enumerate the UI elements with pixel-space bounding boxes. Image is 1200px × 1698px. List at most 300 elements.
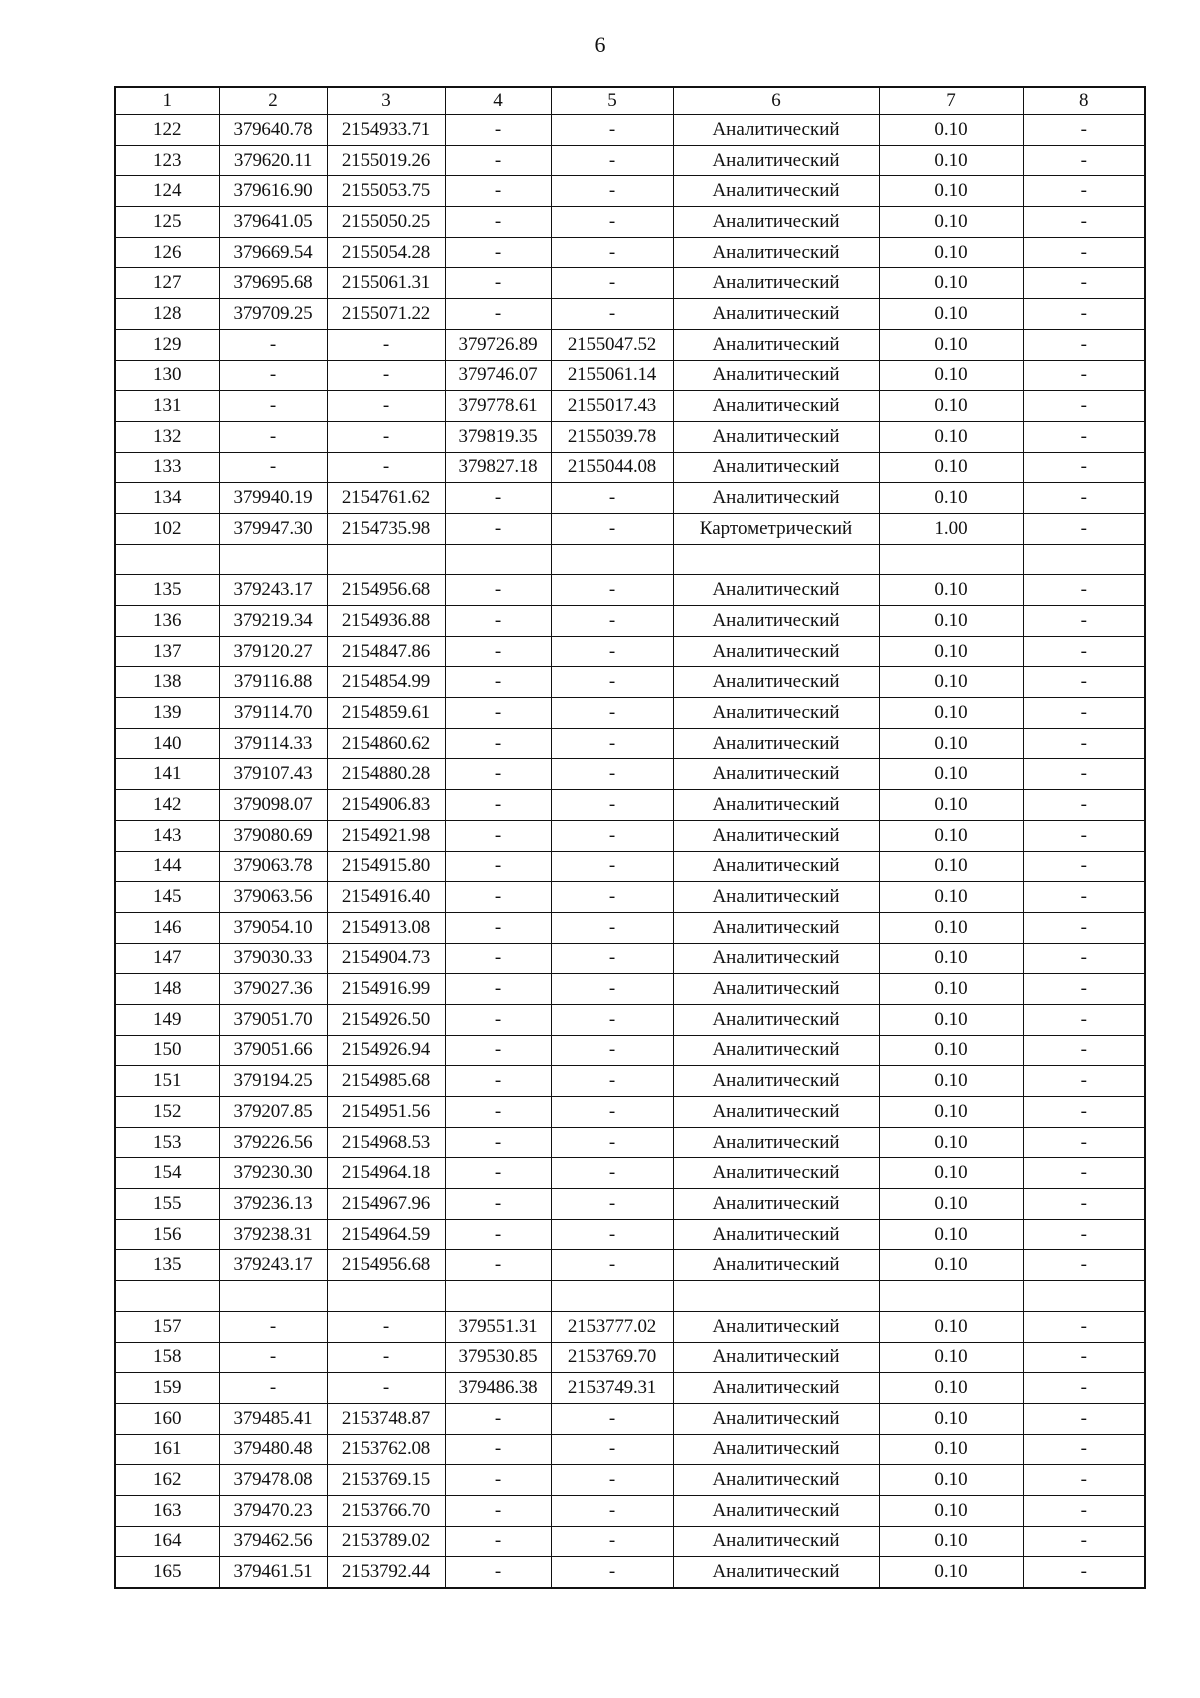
y-new-cell: 2153777.02	[551, 1311, 673, 1342]
y-existing-cell: -	[327, 360, 445, 391]
y-existing-cell: -	[327, 1373, 445, 1404]
table-row	[115, 115, 1145, 146]
point-number-cell: 165	[115, 1557, 219, 1588]
y-new-cell	[551, 544, 673, 575]
y-new-cell: -	[551, 1465, 673, 1496]
table-row	[115, 1097, 1145, 1128]
y-new-cell: -	[551, 1219, 673, 1250]
y-new-cell: -	[551, 237, 673, 268]
method-cell: Аналитический	[673, 176, 879, 207]
accuracy-cell: 0.10	[879, 115, 1023, 146]
point-number-cell: 132	[115, 421, 219, 452]
x-existing-cell: 379620.11	[219, 145, 327, 176]
x-new-cell: -	[445, 1189, 551, 1220]
y-new-cell: -	[551, 790, 673, 821]
table-row	[115, 268, 1145, 299]
point-number-cell: 146	[115, 912, 219, 943]
y-existing-cell: -	[327, 1342, 445, 1373]
table-row	[115, 974, 1145, 1005]
point-number-cell: 160	[115, 1403, 219, 1434]
y-existing-cell	[327, 544, 445, 575]
table-row	[115, 575, 1145, 606]
accuracy-cell: 0.10	[879, 1219, 1023, 1250]
table-row	[115, 391, 1145, 422]
point-number-cell: 133	[115, 452, 219, 483]
x-new-cell: -	[445, 1097, 551, 1128]
note-cell: -	[1023, 728, 1145, 759]
accuracy-cell: 0.10	[879, 1097, 1023, 1128]
table-row	[115, 329, 1145, 360]
method-cell: Аналитический	[673, 667, 879, 698]
y-existing-cell: 2155054.28	[327, 237, 445, 268]
note-cell: -	[1023, 667, 1145, 698]
y-new-cell: -	[551, 145, 673, 176]
method-cell: Аналитический	[673, 912, 879, 943]
x-existing-cell: 379947.30	[219, 513, 327, 544]
table-row	[115, 1127, 1145, 1158]
y-existing-cell: 2154964.18	[327, 1158, 445, 1189]
accuracy-cell: 0.10	[879, 1526, 1023, 1557]
point-number-cell: 135	[115, 575, 219, 606]
note-cell: -	[1023, 391, 1145, 422]
y-existing-cell: 2154906.83	[327, 790, 445, 821]
method-cell: Аналитический	[673, 1004, 879, 1035]
method-cell: Аналитический	[673, 820, 879, 851]
point-number-cell: 156	[115, 1219, 219, 1250]
y-existing-cell: 2154860.62	[327, 728, 445, 759]
x-existing-cell: 379243.17	[219, 1250, 327, 1281]
y-existing-cell: 2154967.96	[327, 1189, 445, 1220]
accuracy-cell: 0.10	[879, 391, 1023, 422]
x-new-cell: -	[445, 268, 551, 299]
table-row	[115, 667, 1145, 698]
header-cell: 8	[1023, 87, 1145, 115]
x-new-cell: -	[445, 759, 551, 790]
accuracy-cell: 0.10	[879, 1004, 1023, 1035]
table-row	[115, 176, 1145, 207]
y-new-cell: -	[551, 882, 673, 913]
header-cell: 3	[327, 87, 445, 115]
x-existing-cell: 379219.34	[219, 606, 327, 637]
note-cell: -	[1023, 1219, 1145, 1250]
note-cell: -	[1023, 207, 1145, 238]
note-cell: -	[1023, 759, 1145, 790]
accuracy-cell: 0.10	[879, 728, 1023, 759]
note-cell	[1023, 1281, 1145, 1312]
y-existing-cell: 2154951.56	[327, 1097, 445, 1128]
y-new-cell	[551, 1281, 673, 1312]
accuracy-cell: 0.10	[879, 790, 1023, 821]
table-row	[115, 1158, 1145, 1189]
method-cell: Аналитический	[673, 790, 879, 821]
x-new-cell: -	[445, 513, 551, 544]
point-number-cell: 124	[115, 176, 219, 207]
accuracy-cell: 0.10	[879, 1495, 1023, 1526]
point-number-cell: 147	[115, 943, 219, 974]
note-cell: -	[1023, 1127, 1145, 1158]
point-number-cell: 162	[115, 1465, 219, 1496]
table-row	[115, 1434, 1145, 1465]
y-existing-cell: 2153769.15	[327, 1465, 445, 1496]
point-number-cell: 154	[115, 1158, 219, 1189]
x-existing-cell	[219, 1281, 327, 1312]
x-new-cell: -	[445, 1127, 551, 1158]
x-existing-cell: 379695.68	[219, 268, 327, 299]
y-existing-cell: -	[327, 329, 445, 360]
point-number-cell: 129	[115, 329, 219, 360]
y-existing-cell: 2155019.26	[327, 145, 445, 176]
table-row	[115, 1342, 1145, 1373]
x-existing-cell: 379207.85	[219, 1097, 327, 1128]
table-row	[115, 912, 1145, 943]
x-existing-cell: 379054.10	[219, 912, 327, 943]
header-cell: 7	[879, 87, 1023, 115]
x-new-cell: 379827.18	[445, 452, 551, 483]
x-existing-cell: 379640.78	[219, 115, 327, 146]
table-row	[115, 728, 1145, 759]
y-new-cell: -	[551, 1097, 673, 1128]
method-cell: Аналитический	[673, 1465, 879, 1496]
header-cell: 1	[115, 87, 219, 115]
point-number-cell: 144	[115, 851, 219, 882]
y-new-cell: -	[551, 299, 673, 330]
note-cell: -	[1023, 421, 1145, 452]
y-existing-cell: 2155050.25	[327, 207, 445, 238]
y-new-cell: -	[551, 974, 673, 1005]
x-new-cell: -	[445, 1219, 551, 1250]
y-new-cell: -	[551, 1035, 673, 1066]
note-cell: -	[1023, 1097, 1145, 1128]
x-new-cell: -	[445, 1004, 551, 1035]
y-existing-cell: -	[327, 391, 445, 422]
point-number-cell: 102	[115, 513, 219, 544]
method-cell	[673, 1281, 879, 1312]
y-new-cell: 2155044.08	[551, 452, 673, 483]
table-row	[115, 1403, 1145, 1434]
x-existing-cell: 379063.56	[219, 882, 327, 913]
note-cell: -	[1023, 636, 1145, 667]
point-number-cell: 125	[115, 207, 219, 238]
y-new-cell: 2155047.52	[551, 329, 673, 360]
method-cell: Аналитический	[673, 1495, 879, 1526]
method-cell: Аналитический	[673, 299, 879, 330]
x-new-cell: -	[445, 943, 551, 974]
accuracy-cell: 0.10	[879, 329, 1023, 360]
note-cell: -	[1023, 1495, 1145, 1526]
x-existing-cell: 379114.33	[219, 728, 327, 759]
x-new-cell: -	[445, 176, 551, 207]
x-existing-cell: 379226.56	[219, 1127, 327, 1158]
x-new-cell: -	[445, 1035, 551, 1066]
accuracy-cell: 0.10	[879, 1158, 1023, 1189]
y-new-cell: -	[551, 268, 673, 299]
x-existing-cell: 379616.90	[219, 176, 327, 207]
x-new-cell: -	[445, 606, 551, 637]
x-existing-cell: -	[219, 360, 327, 391]
note-cell: -	[1023, 882, 1145, 913]
y-existing-cell: -	[327, 421, 445, 452]
point-number-cell: 148	[115, 974, 219, 1005]
point-number-cell	[115, 1281, 219, 1312]
note-cell: -	[1023, 820, 1145, 851]
accuracy-cell: 0.10	[879, 698, 1023, 729]
accuracy-cell	[879, 1281, 1023, 1312]
x-new-cell: -	[445, 882, 551, 913]
y-new-cell: -	[551, 1434, 673, 1465]
x-existing-cell: -	[219, 391, 327, 422]
note-cell: -	[1023, 237, 1145, 268]
point-number-cell: 140	[115, 728, 219, 759]
note-cell: -	[1023, 1526, 1145, 1557]
x-new-cell: -	[445, 145, 551, 176]
point-number-cell: 142	[115, 790, 219, 821]
accuracy-cell: 1.00	[879, 513, 1023, 544]
note-cell: -	[1023, 1035, 1145, 1066]
x-existing-cell: 379120.27	[219, 636, 327, 667]
header-row	[115, 87, 1145, 115]
y-existing-cell: 2154936.88	[327, 606, 445, 637]
x-new-cell: -	[445, 667, 551, 698]
method-cell: Аналитический	[673, 145, 879, 176]
method-cell: Аналитический	[673, 483, 879, 514]
y-existing-cell: 2154926.50	[327, 1004, 445, 1035]
x-new-cell: -	[445, 483, 551, 514]
x-existing-cell: 379116.88	[219, 667, 327, 698]
accuracy-cell: 0.10	[879, 759, 1023, 790]
point-number-cell: 159	[115, 1373, 219, 1404]
note-cell: -	[1023, 115, 1145, 146]
accuracy-cell: 0.10	[879, 974, 1023, 1005]
point-number-cell: 149	[115, 1004, 219, 1035]
note-cell: -	[1023, 1311, 1145, 1342]
accuracy-cell: 0.10	[879, 943, 1023, 974]
table-row	[115, 299, 1145, 330]
note-cell: -	[1023, 1434, 1145, 1465]
accuracy-cell: 0.10	[879, 1434, 1023, 1465]
method-cell: Аналитический	[673, 851, 879, 882]
table-row	[115, 1219, 1145, 1250]
y-new-cell: -	[551, 1004, 673, 1035]
x-existing-cell: 379709.25	[219, 299, 327, 330]
x-existing-cell: 379030.33	[219, 943, 327, 974]
table-row	[115, 1373, 1145, 1404]
header-cell: 5	[551, 87, 673, 115]
accuracy-cell: 0.10	[879, 1035, 1023, 1066]
note-cell: -	[1023, 1004, 1145, 1035]
x-new-cell	[445, 1281, 551, 1312]
note-cell: -	[1023, 145, 1145, 176]
y-new-cell: 2153769.70	[551, 1342, 673, 1373]
y-new-cell: -	[551, 115, 673, 146]
table-row	[115, 513, 1145, 544]
note-cell: -	[1023, 483, 1145, 514]
table-row	[115, 544, 1145, 575]
method-cell	[673, 544, 879, 575]
note-cell: -	[1023, 943, 1145, 974]
note-cell: -	[1023, 513, 1145, 544]
point-number-cell: 138	[115, 667, 219, 698]
point-number-cell: 135	[115, 1250, 219, 1281]
y-new-cell: -	[551, 1066, 673, 1097]
note-cell: -	[1023, 176, 1145, 207]
y-existing-cell: 2154921.98	[327, 820, 445, 851]
table-row	[115, 759, 1145, 790]
header-cell: 4	[445, 87, 551, 115]
y-existing-cell: 2153792.44	[327, 1557, 445, 1588]
accuracy-cell: 0.10	[879, 1403, 1023, 1434]
accuracy-cell: 0.10	[879, 207, 1023, 238]
note-cell: -	[1023, 698, 1145, 729]
x-existing-cell: 379051.66	[219, 1035, 327, 1066]
y-new-cell: -	[551, 698, 673, 729]
method-cell: Аналитический	[673, 728, 879, 759]
y-existing-cell: 2154968.53	[327, 1127, 445, 1158]
y-existing-cell: 2154916.99	[327, 974, 445, 1005]
note-cell: -	[1023, 1557, 1145, 1588]
accuracy-cell: 0.10	[879, 299, 1023, 330]
y-new-cell: -	[551, 207, 673, 238]
y-existing-cell: 2154880.28	[327, 759, 445, 790]
table-row	[115, 1465, 1145, 1496]
note-cell: -	[1023, 575, 1145, 606]
x-new-cell: -	[445, 636, 551, 667]
accuracy-cell: 0.10	[879, 268, 1023, 299]
x-new-cell: 379778.61	[445, 391, 551, 422]
note-cell: -	[1023, 1066, 1145, 1097]
y-new-cell: -	[551, 851, 673, 882]
y-existing-cell: 2154735.98	[327, 513, 445, 544]
accuracy-cell: 0.10	[879, 145, 1023, 176]
y-existing-cell: 2153762.08	[327, 1434, 445, 1465]
method-cell: Аналитический	[673, 1127, 879, 1158]
x-new-cell	[445, 544, 551, 575]
x-existing-cell: 379098.07	[219, 790, 327, 821]
y-new-cell: -	[551, 667, 673, 698]
method-cell: Аналитический	[673, 115, 879, 146]
table-row	[115, 698, 1145, 729]
table-row	[115, 1035, 1145, 1066]
x-existing-cell: 379478.08	[219, 1465, 327, 1496]
x-new-cell: -	[445, 1158, 551, 1189]
y-existing-cell: 2154913.08	[327, 912, 445, 943]
x-new-cell: -	[445, 115, 551, 146]
y-existing-cell: 2155053.75	[327, 176, 445, 207]
x-existing-cell: 379238.31	[219, 1219, 327, 1250]
table-row	[115, 1004, 1145, 1035]
y-new-cell: -	[551, 1127, 673, 1158]
x-existing-cell: 379236.13	[219, 1189, 327, 1220]
accuracy-cell: 0.10	[879, 1557, 1023, 1588]
table-row	[115, 1495, 1145, 1526]
x-existing-cell: 379480.48	[219, 1434, 327, 1465]
accuracy-cell: 0.10	[879, 1189, 1023, 1220]
note-cell: -	[1023, 974, 1145, 1005]
note-cell: -	[1023, 851, 1145, 882]
table-row	[115, 636, 1145, 667]
y-new-cell: -	[551, 1250, 673, 1281]
table-row	[115, 1189, 1145, 1220]
x-new-cell: -	[445, 1495, 551, 1526]
accuracy-cell: 0.10	[879, 1465, 1023, 1496]
table-row	[115, 1066, 1145, 1097]
y-new-cell: 2153749.31	[551, 1373, 673, 1404]
x-existing-cell: 379107.43	[219, 759, 327, 790]
y-new-cell: -	[551, 912, 673, 943]
x-existing-cell: -	[219, 1311, 327, 1342]
y-new-cell: -	[551, 636, 673, 667]
table-row	[115, 1557, 1145, 1588]
y-new-cell: 2155039.78	[551, 421, 673, 452]
x-new-cell: -	[445, 912, 551, 943]
accuracy-cell: 0.10	[879, 820, 1023, 851]
x-new-cell: -	[445, 728, 551, 759]
point-number-cell: 127	[115, 268, 219, 299]
note-cell: -	[1023, 452, 1145, 483]
y-new-cell: -	[551, 1158, 673, 1189]
method-cell: Аналитический	[673, 207, 879, 238]
note-cell: -	[1023, 606, 1145, 637]
x-existing-cell: -	[219, 1342, 327, 1373]
y-new-cell: -	[551, 759, 673, 790]
y-existing-cell: 2154956.68	[327, 575, 445, 606]
table-row	[115, 790, 1145, 821]
x-existing-cell: 379462.56	[219, 1526, 327, 1557]
header-cell: 2	[219, 87, 327, 115]
x-new-cell: 379551.31	[445, 1311, 551, 1342]
x-existing-cell: 379461.51	[219, 1557, 327, 1588]
point-number-cell: 123	[115, 145, 219, 176]
y-existing-cell: 2154956.68	[327, 1250, 445, 1281]
accuracy-cell: 0.10	[879, 452, 1023, 483]
y-existing-cell: 2153789.02	[327, 1526, 445, 1557]
y-new-cell: -	[551, 1495, 673, 1526]
table-row	[115, 421, 1145, 452]
x-existing-cell: -	[219, 1373, 327, 1404]
table-row	[115, 237, 1145, 268]
note-cell: -	[1023, 299, 1145, 330]
method-cell: Аналитический	[673, 1311, 879, 1342]
accuracy-cell: 0.10	[879, 1066, 1023, 1097]
accuracy-cell: 0.10	[879, 882, 1023, 913]
point-number-cell	[115, 544, 219, 575]
point-number-cell: 137	[115, 636, 219, 667]
y-new-cell: -	[551, 1557, 673, 1588]
point-number-cell: 152	[115, 1097, 219, 1128]
page-number: 6	[594, 32, 606, 57]
x-existing-cell: -	[219, 329, 327, 360]
accuracy-cell: 0.10	[879, 1250, 1023, 1281]
method-cell: Аналитический	[673, 1035, 879, 1066]
x-new-cell: 379819.35	[445, 421, 551, 452]
x-new-cell: -	[445, 207, 551, 238]
method-cell: Аналитический	[673, 421, 879, 452]
table-row	[115, 606, 1145, 637]
x-new-cell: 379486.38	[445, 1373, 551, 1404]
table-row	[115, 851, 1145, 882]
accuracy-cell: 0.10	[879, 606, 1023, 637]
point-number-cell: 139	[115, 698, 219, 729]
x-existing-cell: 379641.05	[219, 207, 327, 238]
y-new-cell: -	[551, 606, 673, 637]
accuracy-cell: 0.10	[879, 483, 1023, 514]
method-cell: Аналитический	[673, 1189, 879, 1220]
y-existing-cell: -	[327, 1311, 445, 1342]
accuracy-cell: 0.10	[879, 421, 1023, 452]
x-existing-cell: 379669.54	[219, 237, 327, 268]
point-number-cell: 145	[115, 882, 219, 913]
point-number-cell: 151	[115, 1066, 219, 1097]
point-number-cell: 158	[115, 1342, 219, 1373]
